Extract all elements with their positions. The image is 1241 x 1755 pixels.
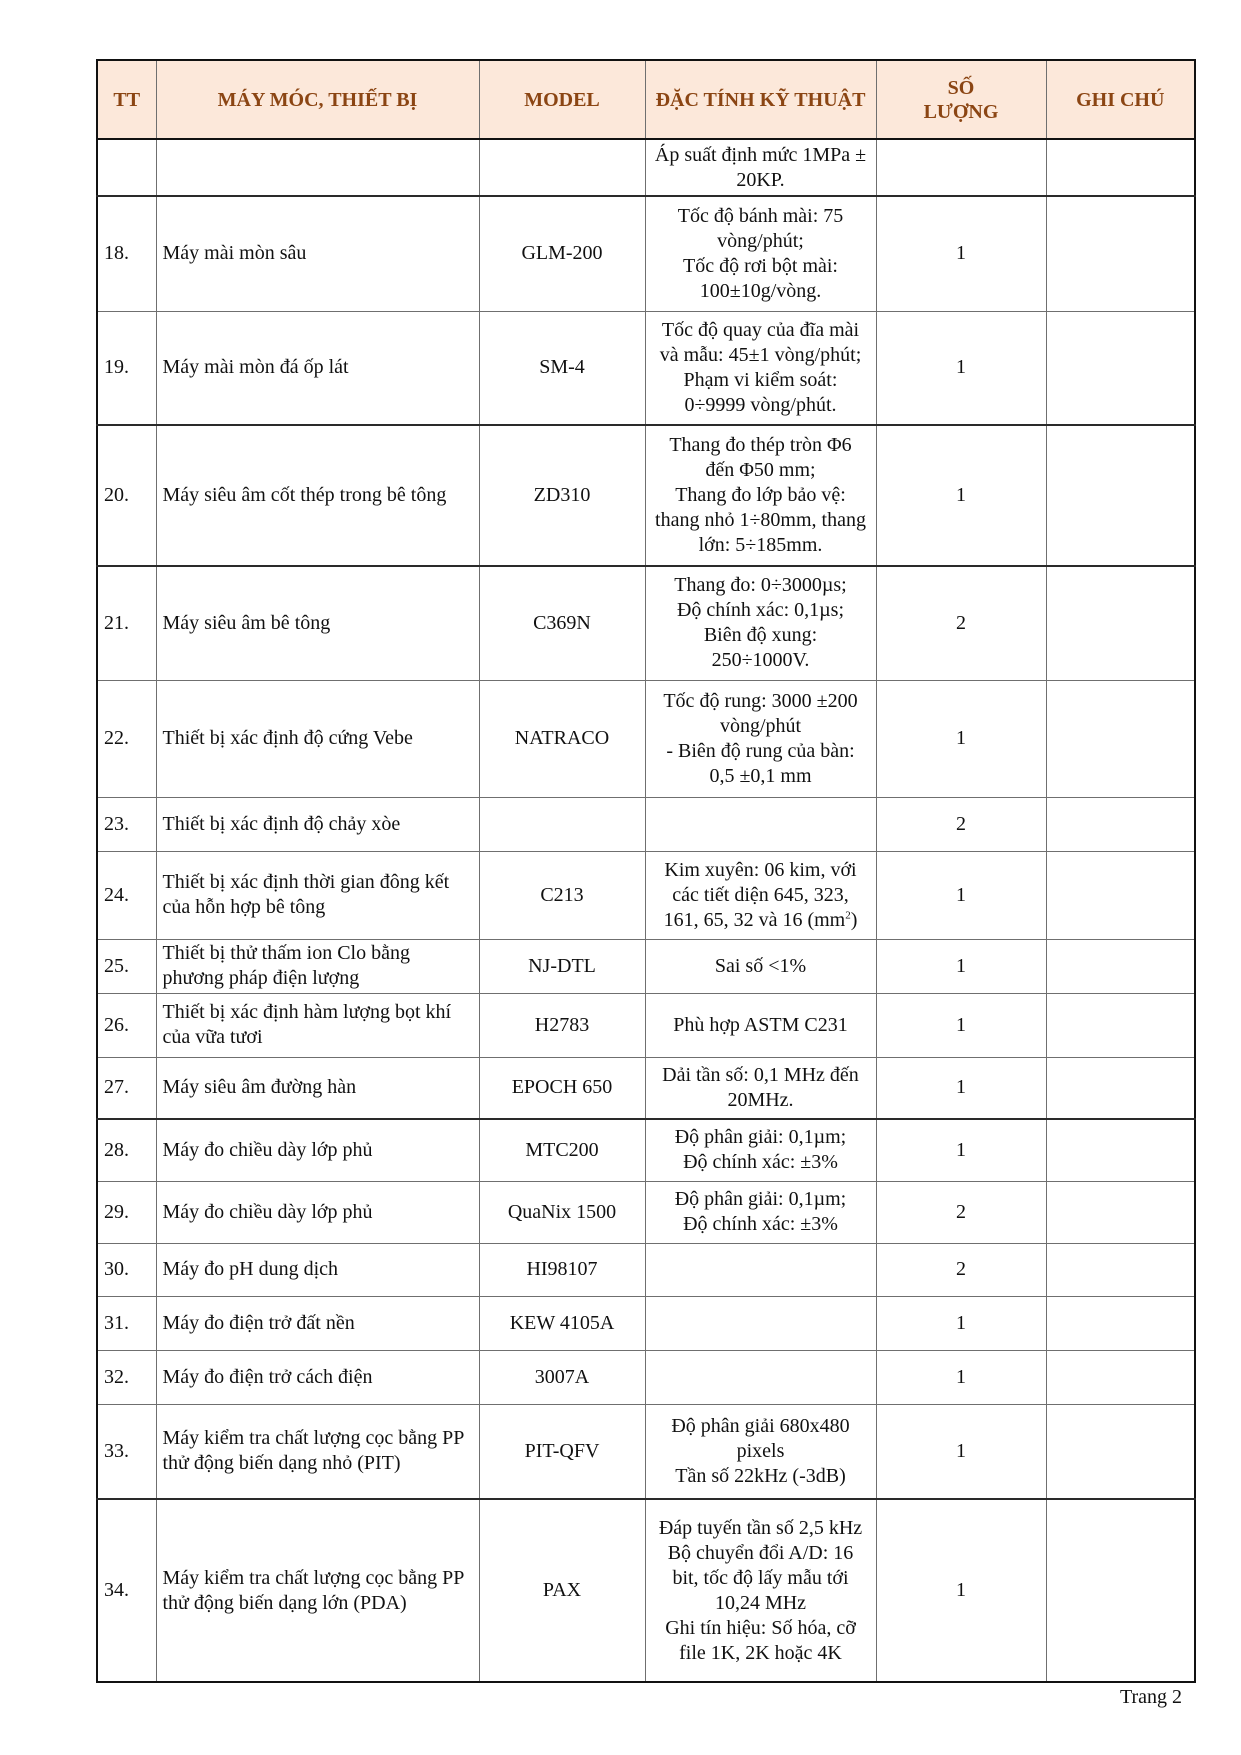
notes <box>1046 139 1195 196</box>
table-row <box>97 425 1195 566</box>
row-number: 20. <box>97 425 156 566</box>
equipment-model: PIT-QFV <box>479 1404 645 1499</box>
equipment-model <box>479 797 645 851</box>
header-model: MODEL <box>479 60 645 139</box>
spec-line: Dải tần số: 0,1 MHz đến <box>662 1063 859 1086</box>
quantity: 1 <box>876 1350 1046 1404</box>
equipment-model: ZD310 <box>479 425 645 566</box>
equipment-name: Máy đo chiều dày lớp phủ <box>156 1181 479 1243</box>
spec-line: Phù hợp ASTM C231 <box>673 1013 848 1036</box>
equipment-name: Máy siêu âm cốt thép trong bê tông <box>156 425 479 566</box>
row-number: 25. <box>97 939 156 993</box>
equipment-model: H2783 <box>479 993 645 1057</box>
spec-superscript: 2 <box>845 908 851 921</box>
spec-line: vòng/phút; <box>717 229 804 252</box>
technical-specs <box>645 1499 876 1682</box>
technical-specs <box>645 851 876 939</box>
quantity: 1 <box>876 425 1046 566</box>
equipment-name: Máy mài mòn đá ốp lát <box>156 311 479 425</box>
notes <box>1046 797 1195 851</box>
technical-specs <box>645 680 876 797</box>
spec-line: 20MHz. <box>727 1088 794 1111</box>
technical-specs <box>645 1119 876 1181</box>
spec-line: vòng/phút <box>719 714 802 737</box>
notes <box>1046 1296 1195 1350</box>
technical-specs <box>645 1404 876 1499</box>
table-row <box>97 1057 1195 1119</box>
table-row <box>97 139 1195 196</box>
technical-specs <box>645 993 876 1057</box>
spec-line: Thang đo: 0÷3000µs; <box>674 574 847 597</box>
spec-line: và mẫu: 45±1 vòng/phút; <box>659 343 862 366</box>
spec-line: lớn: 5÷185mm. <box>698 534 823 556</box>
spec-line: Độ chính xác: 0,1µs; <box>676 599 845 622</box>
row-number: 31. <box>97 1296 156 1350</box>
quantity <box>876 139 1046 196</box>
equipment-table <box>96 59 1196 1683</box>
notes <box>1046 851 1195 939</box>
row-number: 27. <box>97 1057 156 1119</box>
technical-specs <box>645 196 876 311</box>
equipment-model: HI98107 <box>479 1243 645 1296</box>
technical-specs <box>645 139 876 196</box>
notes <box>1046 1181 1195 1243</box>
equipment-name: Máy siêu âm đường hàn <box>156 1057 479 1119</box>
equipment-name: Thiết bị xác định độ cứng Vebe <box>156 680 479 797</box>
table-row <box>97 566 1195 680</box>
equipment-model: EPOCH 650 <box>479 1057 645 1119</box>
equipment-name: Máy đo pH dung dịch <box>156 1243 479 1296</box>
equipment-model: GLM-200 <box>479 196 645 311</box>
quantity: 2 <box>876 1243 1046 1296</box>
technical-specs <box>645 1181 876 1243</box>
row-number: 24. <box>97 851 156 939</box>
equipment-model: SM-4 <box>479 311 645 425</box>
equipment-name: Máy mài mòn sâu <box>156 196 479 311</box>
spec-line: Độ phân giải: 0,1µm; <box>674 1188 847 1210</box>
row-number: 30. <box>97 1243 156 1296</box>
row-number: 32. <box>97 1350 156 1404</box>
quantity: 1 <box>876 1296 1046 1350</box>
equipment-name: Thiết bị thử thấm ion Clo bằng phương pháp điện lượng <box>156 939 479 993</box>
quantity: 1 <box>876 196 1046 311</box>
spec-line: Thang đo thép tròn Φ6 <box>669 434 852 456</box>
spec-line: Độ chính xác: ±3% <box>683 1213 838 1235</box>
spec-text: 161, 65, 32 và 16 (mm <box>663 908 846 931</box>
table-row <box>97 797 1195 851</box>
notes <box>1046 993 1195 1057</box>
notes <box>1046 311 1195 425</box>
table-row <box>97 939 1195 993</box>
quantity: 2 <box>876 1181 1046 1243</box>
equipment-model: NJ-DTL <box>479 939 645 993</box>
equipment-model <box>479 139 645 196</box>
row-number <box>97 139 156 196</box>
equipment-model: QuaNix 1500 <box>479 1181 645 1243</box>
equipment-name: Máy kiểm tra chất lượng cọc bằng PP thử động biến dạng nhỏ (PIT) <box>156 1404 479 1499</box>
spec-tail: ) <box>850 908 858 931</box>
technical-specs <box>645 797 876 851</box>
quantity: 1 <box>876 851 1046 939</box>
table-row <box>97 851 1195 939</box>
spec-line: Tần số 22kHz (-3dB) <box>675 1464 846 1487</box>
header-specifications: ĐẶC TÍNH KỸ THUẬT <box>645 60 876 139</box>
quantity: 1 <box>876 993 1046 1057</box>
quantity: 1 <box>876 939 1046 993</box>
table-row <box>97 196 1195 311</box>
table-header-row <box>97 60 1195 139</box>
technical-specs <box>645 1243 876 1296</box>
equipment-model: KEW 4105A <box>479 1296 645 1350</box>
spec-line: 0÷9999 vòng/phút. <box>684 393 837 416</box>
equipment-name: Thiết bị xác định thời gian đông kết của hỗn hợp bê tông <box>156 851 479 939</box>
table-row <box>97 1181 1195 1243</box>
spec-line: các tiết diện 645, 323, <box>672 883 849 906</box>
spec-line: - Biên độ rung của bàn: <box>666 739 855 762</box>
notes <box>1046 1119 1195 1181</box>
spec-line: đến Φ50 mm; <box>705 459 816 481</box>
spec-line: Độ phân giải 680x480 <box>671 1414 850 1437</box>
spec-line: bit, tốc độ lấy mẫu tới <box>672 1566 849 1589</box>
equipment-name: Máy đo điện trở đất nền <box>156 1296 479 1350</box>
header-tt: TT <box>97 60 156 139</box>
technical-specs <box>645 311 876 425</box>
page-number: Trang 2 <box>1119 1686 1182 1708</box>
header-notes: GHI CHÚ <box>1046 60 1195 139</box>
equipment-name: Máy đo điện trở cách điện <box>156 1350 479 1404</box>
equipment-model: C213 <box>479 851 645 939</box>
table-row <box>97 993 1195 1057</box>
spec-line: 0,5 ±0,1 mm <box>709 764 812 787</box>
header-equipment: MÁY MÓC, THIẾT BỊ <box>156 60 479 139</box>
technical-specs <box>645 1350 876 1404</box>
row-number: 34. <box>97 1499 156 1682</box>
spec-line: 20KP. <box>736 168 785 191</box>
technical-specs <box>645 566 876 680</box>
spec-line: thang nhỏ 1÷80mm, thang <box>655 509 866 531</box>
notes <box>1046 566 1195 680</box>
technical-specs <box>645 939 876 993</box>
equipment-model: NATRACO <box>479 680 645 797</box>
quantity: 1 <box>876 680 1046 797</box>
spec-line: file 1K, 2K hoặc 4K <box>679 1641 842 1664</box>
notes <box>1046 1057 1195 1119</box>
equipment-model: MTC200 <box>479 1119 645 1181</box>
table-row <box>97 1499 1195 1682</box>
equipment-name: Máy kiểm tra chất lượng cọc bằng PP thử động biến dạng lớn (PDA) <box>156 1499 479 1682</box>
spec-line: Biên độ xung: <box>703 624 818 647</box>
technical-specs <box>645 1057 876 1119</box>
notes <box>1046 680 1195 797</box>
row-number: 29. <box>97 1181 156 1243</box>
spec-line: Tốc độ quay của đĩa mài <box>661 318 860 341</box>
row-number: 21. <box>97 566 156 680</box>
equipment-model: C369N <box>479 566 645 680</box>
table-row <box>97 1119 1195 1181</box>
notes <box>1046 939 1195 993</box>
table-row <box>97 1296 1195 1350</box>
spec-line: Bộ chuyển đổi A/D: 16 <box>667 1541 854 1564</box>
spec-line: Thang đo lớp bảo vệ: <box>675 484 846 506</box>
notes <box>1046 196 1195 311</box>
spec-line: Tốc độ rung: 3000 ±200 <box>663 689 858 712</box>
notes <box>1046 1499 1195 1682</box>
spec-line: Tốc độ rơi bột mài: <box>683 254 838 277</box>
spec-line: 10,24 MHz <box>714 1591 807 1614</box>
table-row <box>97 1404 1195 1499</box>
row-number: 23. <box>97 797 156 851</box>
spec-line: Áp suất định mức 1MPa ± <box>654 143 867 166</box>
row-number: 28. <box>97 1119 156 1181</box>
equipment-name: Máy siêu âm bê tông <box>156 566 479 680</box>
notes <box>1046 1243 1195 1296</box>
spec-line: 100±10g/vòng. <box>699 279 822 302</box>
spec-line: Độ chính xác: ±3% <box>683 1151 838 1174</box>
technical-specs <box>645 1296 876 1350</box>
row-number: 26. <box>97 993 156 1057</box>
row-number: 19. <box>97 311 156 425</box>
spec-line: pixels <box>736 1439 785 1462</box>
equipment-model: 3007A <box>479 1350 645 1404</box>
spec-line <box>652 908 870 933</box>
header-quantity-line2: LƯỢNG <box>923 100 999 123</box>
spec-line: Độ phân giải: 0,1µm; <box>674 1126 847 1149</box>
row-number: 22. <box>97 680 156 797</box>
spec-line: Sai số <1% <box>714 954 807 977</box>
spec-line: Tốc độ bánh mài: 75 <box>677 204 844 227</box>
notes <box>1046 1350 1195 1404</box>
quantity: 1 <box>876 1499 1046 1682</box>
spec-line: 250÷1000V. <box>711 649 810 672</box>
spec-line: Phạm vi kiểm soát: <box>683 368 838 391</box>
spec-line: Kim xuyên: 06 kim, với <box>664 858 857 881</box>
equipment-name <box>156 139 479 196</box>
equipment-name: Thiết bị xác định độ chảy xòe <box>156 797 479 851</box>
equipment-name: Thiết bị xác định hàm lượng bọt khí của vữa tươi <box>156 993 479 1057</box>
table-row <box>97 311 1195 425</box>
notes <box>1046 425 1195 566</box>
quantity: 2 <box>876 797 1046 851</box>
table-body <box>97 139 1195 1682</box>
header-quantity-line1: SỐ <box>947 76 975 99</box>
quantity: 1 <box>876 1119 1046 1181</box>
header-quantity <box>876 60 1046 139</box>
quantity: 1 <box>876 1057 1046 1119</box>
quantity: 2 <box>876 566 1046 680</box>
row-number: 33. <box>97 1404 156 1499</box>
quantity: 1 <box>876 1404 1046 1499</box>
table-row <box>97 1243 1195 1296</box>
table-row <box>97 1350 1195 1404</box>
spec-line: Đáp tuyến tần số 2,5 kHz <box>658 1516 863 1539</box>
equipment-name: Máy đo chiều dày lớp phủ <box>156 1119 479 1181</box>
technical-specs <box>645 425 876 566</box>
row-number: 18. <box>97 196 156 311</box>
table-row <box>97 680 1195 797</box>
notes <box>1046 1404 1195 1499</box>
equipment-model: PAX <box>479 1499 645 1682</box>
spec-line: Ghi tín hiệu: Số hóa, cỡ <box>665 1616 856 1639</box>
quantity: 1 <box>876 311 1046 425</box>
